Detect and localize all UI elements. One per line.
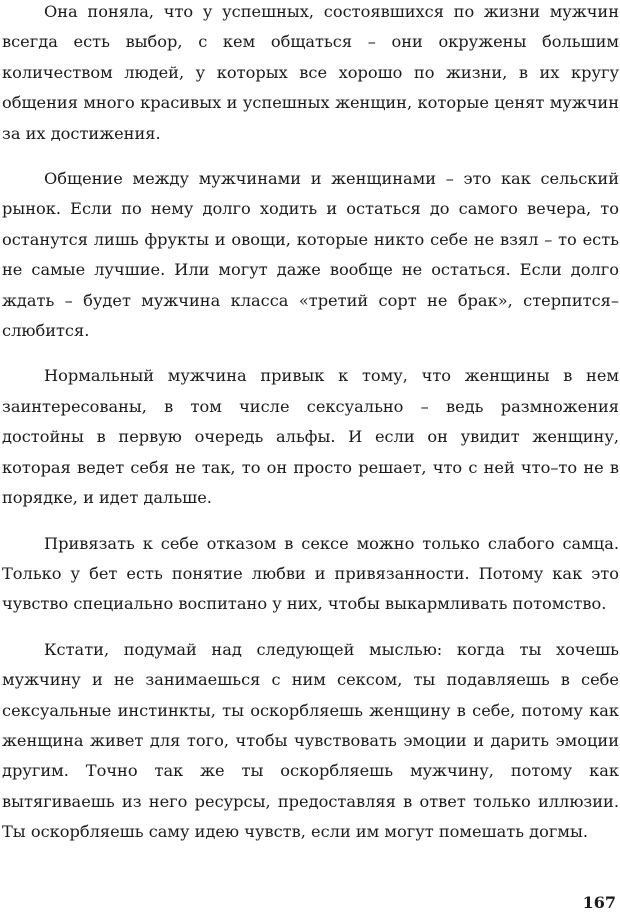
page-number: 167 [582, 893, 616, 912]
paragraph-1: Она поняла, что у успешных, состоявшихся по жизни мужчин всегда есть выбор, с кем общаться – они окружены большим количеством людей, у которых все хорошо по жизни, в их кругу общения много красивых и успешных женщин, которые ценят мужчин за их достижения. [2, 2, 619, 143]
page-body [2, 0, 619, 848]
paragraph-4: Привязать к себе отказом в сексе можно только слабого самца. Только у бет есть понятие любви и привязанности. Потому как это чувство специально воспитано у них, чтобы выкармливать потомство. [2, 533, 619, 614]
paragraph-3: Нормальный мужчина привык к тому, что женщины в нем заинтересованы, в том числе сексуально – ведь размножения достойны в первую очередь альфы. И если он увидит женщину, которая ведет себя не так, то он просто решает, что с ней что–то не в порядке, и идет дальше. [2, 366, 619, 508]
paragraph-2: Общение между мужчинами и женщинами – это как сельский рынок. Если по нему долго ходить и остаться до самого вечера, то останутся лишь фрукты и овощи, которые никто себе не взял – то есть не самые лучшие. Или могут даже вообще не остаться. Если долго ждать – будет мужчина класса «третий сорт не брак», стерпится–слюбится. [2, 169, 619, 341]
paragraph-5: Кстати, подумай над следующей мыслью: когда ты хочешь мужчину и не занимаешься с ним сексом, ты подавляешь в себе сексуальные инстинкты, ты оскорбляешь женщину в себе, потому как женщина живет для того, чтобы чувствовать эмоции и дарить эмоции другим. Точно так же ты оскорбляешь мужчину, потому как вытягиваешь из него ресурсы, предоставляя в ответ только иллюзии. Ты оскорбляешь саму идею чувств, если им могут помешать догмы. [2, 639, 619, 842]
